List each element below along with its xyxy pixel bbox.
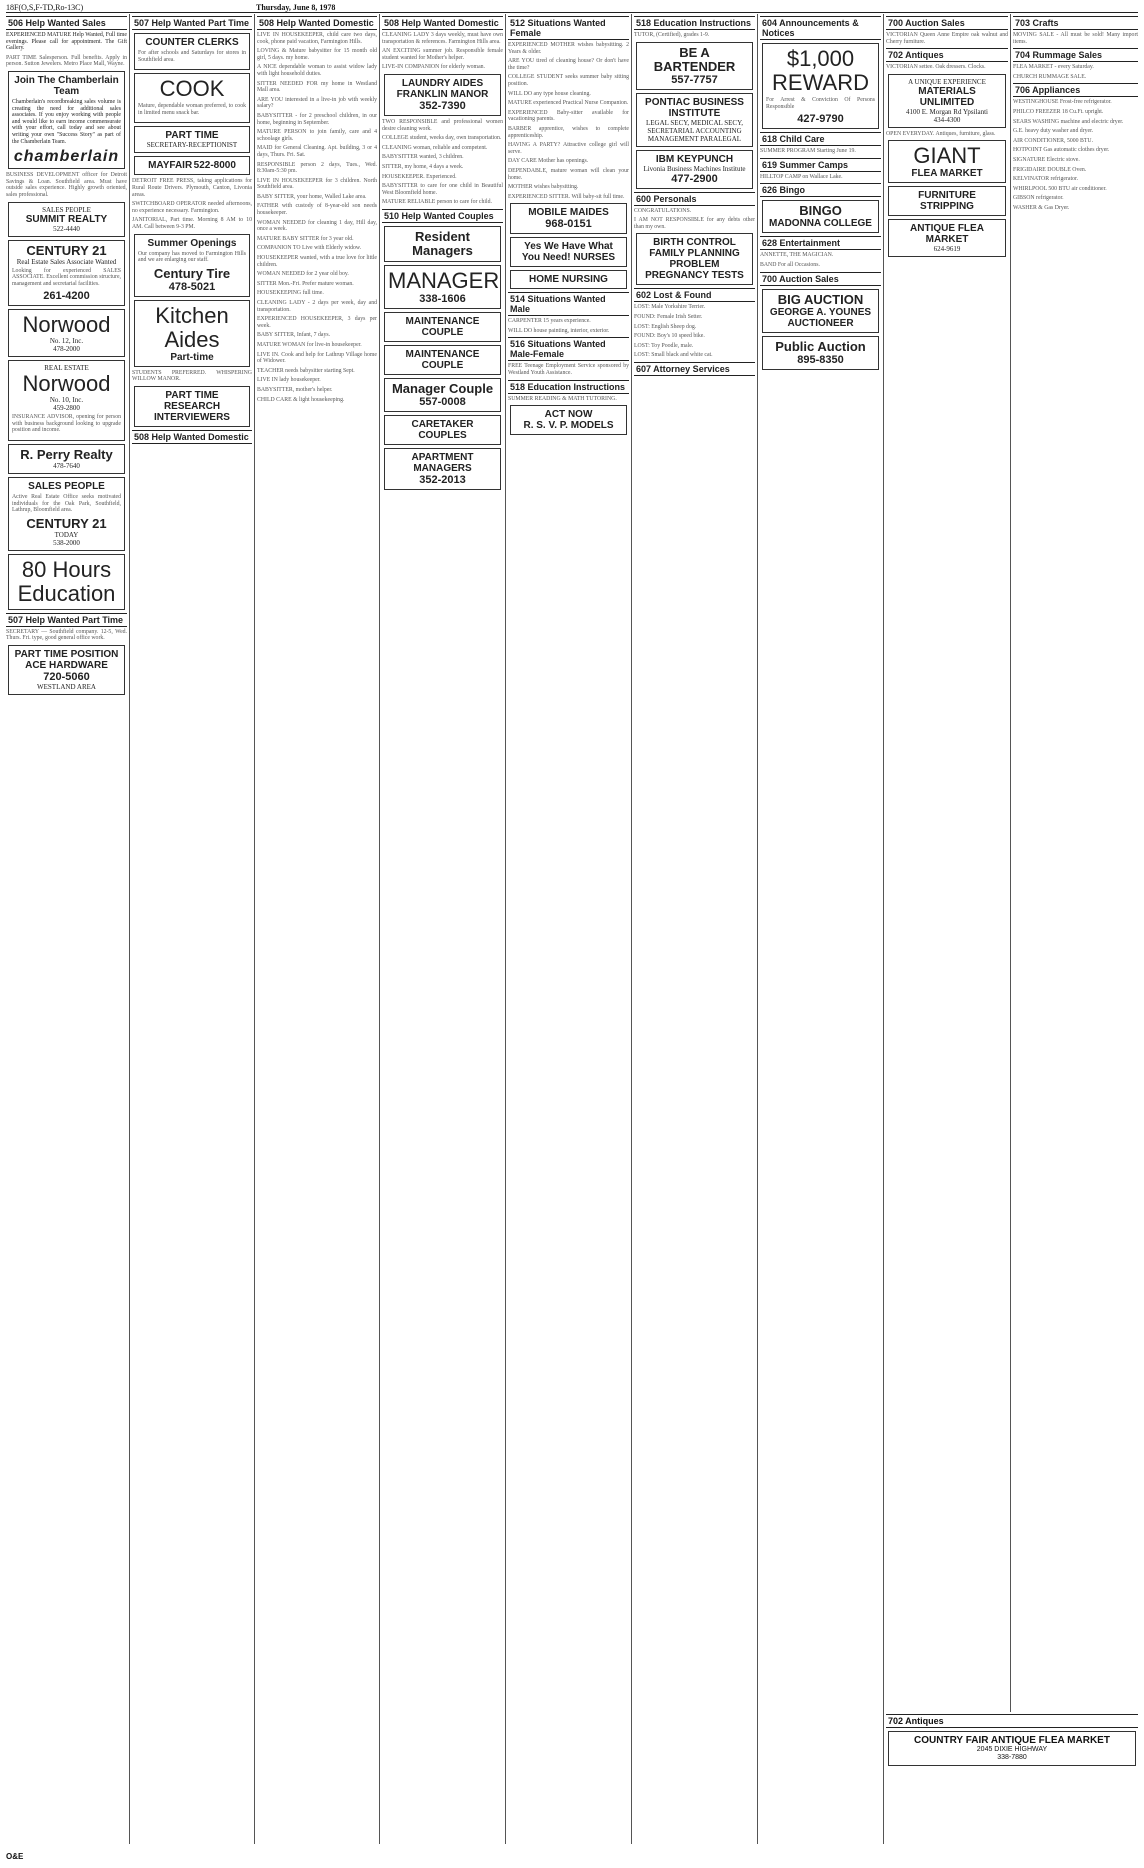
column-7: 604 Announcements & Notices $1,000 REWARD For Arrest & Conviction Of Persons Responsible 427-9790 618 Child Care SUMMER PROGRAM Starting June 19. 619 Summer Camps HILLTOP CAMP on Wallace Lake. 626 Bingo BINGO MADONNA COLLEGE 628 Entertainment ANNETTE, THE MAGICIAN. BAND For all Occasions. 700 Auction Sales BIG AUCTION GEORGE A. YOUNES AUCTIONEER Public Auction 895-8350	[760, 14, 881, 1844]
section-header: 518 Education Instructions	[634, 16, 755, 30]
section-header: 607 Attorney Services	[634, 362, 755, 376]
section-header: 507 Help Wanted Part Time	[6, 613, 127, 627]
perry-phone: 478-7640	[53, 462, 80, 471]
column-divider	[631, 14, 632, 1844]
section-header: 626 Bingo	[760, 183, 881, 197]
column-divider	[379, 14, 380, 1844]
page-date: Thursday, June 8, 1978	[256, 3, 336, 12]
public-auction-ad: Public Auction 895-8350	[762, 336, 879, 370]
classified-ad: PART TIME Salesperson. Full benefits. Apply in person. Sutton Jewelers. Metro Place Mall, Wayne.	[6, 54, 127, 68]
column-9: 703 Crafts MOVING SALE - All must be sold! Many import items. 704 Rummage Sales FLEA MARKET - every Saturday. CHURCH RUMMAGE SALE. 706 Appliances WESTINGHOUSE Frost-free refrigerator. PHILCO FREEZER 18 Cu.Ft. upright. SEARS WASHING machine and electric dryer. G.E. heavy duty washer and dryer. AIR CONDITIONER, 5000 BTU. HOTPOINT Gas automatic clothes dryer. SIGNATURE Electric stove. FRIGIDAIRE DOUBLE Oven. KELVINATOR refrigerator. WHIRLPOOL 500 BTU air conditioner. GIBSON refrigerator. WASHER & Gas Dryer.	[1013, 18, 1138, 211]
sales-people-ad: SALES PEOPLE Active Real Estate Office seeks motivated individuals for the Oak Park, Southfield, Lathrup, Bloomfield area. CENTURY 21 TODAY 538-2000	[8, 477, 125, 551]
norwood-title: Norwood	[22, 312, 111, 338]
column-8: 700 Auction Sales VICTORIAN Queen Anne Empire oak walnut and Cherry furniture. 702 Antiques VICTORIAN settee. Oak dressers. Clocks. A UNIQUE EXPERIENCE MATERIALS UNLIMITED 4100 E. Morgan Rd Ypsilanti 434-4300 OPEN EVERYDAY. Antiques, furniture, glass. GIANT FLEA MARKET FURNITURE STRIPPING ANTIQUE FLEA MARKET 624-9619	[886, 14, 1008, 1844]
perry-ad	[8, 444, 125, 474]
section-header: 702 Antiques	[886, 48, 1008, 62]
giant-ad: GIANT FLEA MARKET	[888, 140, 1006, 183]
counter-ad: COUNTER CLERKS For after schools and Saturdays for stores in Southfield area.	[134, 33, 250, 70]
education-ad: 80 Hours Education	[8, 554, 125, 610]
column-divider	[757, 14, 758, 1844]
kitchen-ad: Kitchen Aides Part-time	[134, 300, 250, 367]
norwood-sub: No. 10, Inc.	[49, 396, 84, 405]
section-header: 508 Help Wanted Domestic	[132, 430, 252, 444]
nurses-ad: Yes We Have What You Need! NURSES	[510, 237, 627, 267]
column-divider	[505, 14, 506, 1844]
section-header: 600 Personals	[634, 192, 755, 206]
century-body: Real Estate Sales Associate Wanted	[16, 257, 117, 266]
section-header: 604 Announcements & Notices	[760, 16, 881, 40]
summit-phone: 522-4440	[53, 224, 80, 233]
home-nursing-ad: HOME NURSING	[510, 270, 627, 289]
pontiac-ad: PONTIAC BUSINESS INSTITUTE LEGAL SECY, MEDICAL SECY, SECRETARIAL ACCOUNTING MANAGEMENT PARALEGAL	[636, 93, 753, 147]
section-header: 507 Help Wanted Part Time	[132, 16, 252, 30]
apartment-ad: APARTMENT MANAGERS 352-2013	[384, 448, 501, 490]
big-auction-ad: BIG AUCTION GEORGE A. YOUNES AUCTIONEER	[762, 289, 879, 333]
top-rule	[6, 12, 1138, 13]
section-header: 700 Auction Sales	[886, 16, 1008, 30]
section-header: 516 Situations Wanted Male-Female	[508, 337, 629, 361]
column-divider	[883, 14, 884, 1844]
norwood-ad	[8, 309, 125, 357]
mobile-maides-ad: MOBILE MAIDES 968-0151	[510, 203, 627, 234]
manager-couple-ad: Manager Couple 557-0008	[384, 378, 501, 412]
resident-ad: Resident Managers	[384, 226, 501, 262]
norwood-sub: No. 12, Inc.	[49, 337, 84, 346]
column-divider	[254, 14, 255, 1844]
section-header: 512 Situations Wanted Female	[508, 16, 629, 40]
century-title: CENTURY 21	[26, 242, 107, 258]
country-fair-ad: COUNTRY FAIR ANTIQUE FLEA MARKET 2045 DIXIE HIGHWAY 338-7880	[888, 1731, 1136, 1766]
perry-title: R. Perry Realty	[20, 447, 113, 463]
classified-ad: EXPERIENCED MATURE Help Wanted, Full time evenings. Please call for appointment. The Gift Gallery.	[6, 32, 127, 52]
ad-body: Chamberlain's recordbreaking sales volume is creating the need for additional sales associates. If you enjoy working with people and would like to earn income commensurate with your effort, call today and see about writing your own "Success Story" as part of the Chamberlain Team.	[12, 98, 121, 145]
column-divider	[1010, 14, 1011, 1844]
mayfair-ad: MAYFAIR 522-8000	[134, 156, 250, 175]
ad-title: Join The Chamberlain Team	[14, 74, 119, 97]
page-footer: O&E	[6, 1852, 24, 1861]
section-header: 619 Summer Camps	[760, 158, 881, 172]
antique-flea-ad: ANTIQUE FLEA MARKET 624-9619	[888, 219, 1006, 257]
ace-ad: PART TIME POSITION ACE HARDWARE 720-5060 WESTLAND AREA	[8, 645, 125, 695]
norwood-phone: 459-2800	[53, 404, 80, 413]
section-header: 618 Child Care	[760, 132, 881, 146]
norwood-phone: 478-2000	[53, 345, 80, 354]
summer-ad: Summer Openings Our company has moved to Farmington Hills and we are enlarging our staff. Century Tire 478-5021	[134, 234, 250, 297]
summit-title: SUMMIT REALTY	[25, 213, 108, 225]
birth-control-ad: BIRTH CONTROL FAMILY PLANNING PROBLEM PREGNANCY TESTS	[636, 233, 753, 285]
interviewers-ad: PART TIME RESEARCH INTERVIEWERS	[134, 386, 250, 427]
maintenance-ad: MAINTENANCE COUPLE	[384, 312, 501, 342]
country-fair-panel	[886, 1712, 1138, 1844]
section-header: 510 Help Wanted Couples	[382, 209, 503, 223]
section-header: 508 Help Wanted Domestic	[382, 16, 503, 30]
column-1: 506 Help Wanted Sales EXPERIENCED MATURE Help Wanted, Full time evenings. Please call for appointment. The Gift Gallery. PART TIME Salesperson. Full benefits. Apply in person. Sutton Jewelers. Metro Place Mall, Wayne. Join The Chamberlain Team Chamberlain's recordbreaking sales volume is creating the need for additional sales associates. If you enjoy working with people and would like to earn income commensurate with your effort, call today and see about writing your own "Success Story" as part of the Chamberlain Team. chamberlain BUSINESS DEVELOPMENT officer for Detroit Savings & Loan. Southfield area. Must have outside sales experience. Highly growth oriented, sales professional. SALES PEOPLE SUMMIT REALTY 522-4440 CENTURY 21 Real Estate Sales Associate Wanted Looking for experienced SALES ASSOCIATE. Excellent commission structure, management and secretarial facilities. 261-4200 Norwood No. 12, Inc. 478-2000 REAL ESTATE Norwood No. 10, Inc. 459-2800 INSURANCE ADVISOR, opening for person with business background looking to upgrade position and income. R. Perry Realty 478-7640 SALES PEOPLE Active Real Estate Office seeks motivated individuals for the Oak Park, Southfield, Lathrup, Bloomfield area. CENTURY 21 TODAY 538-2000 80 Hours Education 507 Help Wanted Part Time SECRETARY — Southfield company. 12-5, Wed. Thurs. Fri. type, good general office work. PART TIME POSITION ACE HARDWARE 720-5060 WESTLAND AREA	[6, 14, 127, 1844]
section-header: 706 Appliances	[1013, 83, 1138, 97]
column-6: 518 Education Instructions TUTOR, (Certified), grades 1-9. BE A BARTENDER 557-7757 PONTIAC BUSINESS INSTITUTE LEGAL SECY, MEDICAL SECY, SECRETARIAL ACCOUNTING MANAGEMENT PARALEGAL IBM KEYPUNCH Livonia Business Machines Institute 477-2900 600 Personals CONGRATULATIONS. I AM NOT RESPONSIBLE for any debts other than my own. BIRTH CONTROL FAMILY PLANNING PROBLEM PREGNANCY TESTS 602 Lost & Found LOST: Male Yorkshire Terrier. FOUND: Female Irish Setter. LOST: English Sheep dog. FOUND: Boy's 10 speed bike. LOST: Toy Poodle, male. LOST: Small black and white cat. 607 Attorney Services	[634, 18, 755, 374]
section-header: 704 Rummage Sales	[1013, 48, 1138, 62]
manager-ad: MANAGER 338-1606	[384, 265, 501, 309]
maintenance-ad-2: MAINTENANCE COUPLE	[384, 345, 501, 375]
laundry-ad: LAUNDRY AIDES FRANKLIN MANOR 352-7390	[384, 74, 501, 116]
section-header: 703 Crafts	[1013, 16, 1138, 30]
section-header: 700 Auction Sales	[760, 272, 881, 286]
secretary-ad: PART TIME SECRETARY-RECEPTIONIST	[134, 126, 250, 153]
section-header: 518 Education Instructions	[508, 380, 629, 394]
materials-ad: A UNIQUE EXPERIENCE MATERIALS UNLIMITED 4100 E. Morgan Rd Ypsilanti 434-4300	[888, 74, 1006, 128]
norwood-ad-2: REAL ESTATE Norwood No. 10, Inc. 459-2800 INSURANCE ADVISOR, opening for person with business background looking to upgrade position and income.	[8, 360, 125, 441]
section-header: 702 Antiques	[886, 1714, 1138, 1728]
classified-ad: BUSINESS DEVELOPMENT officer for Detroit Savings & Loan. Southfield area. Must have outside sales experience. Highly growth oriented, sales professional.	[6, 172, 127, 198]
summit-ad: SALES PEOPLE SUMMIT REALTY 522-4440	[8, 202, 125, 237]
column-3: 508 Help Wanted Domestic LIVE IN HOUSEKEEPER, child care two days, cook, phone paid vacation, Farmington Hills. LOVING & Mature babysitter for 15 month old girl, 5 days. my home. A NICE dependable woman to assist widow lady with light household duties. SITTER NEEDED FOR my home in Westland Mall area. ARE YOU interested in a live-in job with weekly salary? BABYSITTER - for 2 preschool children, in our home, beginning in September. MATURE PERSON to join family, care and 4 schoolage girls. MAID for General Cleaning. Apt. building, 3 or 4 days, Thurs. Fri. Sat. RESPONSIBLE person 2 days, Tues., Wed. 8:30am-5:30 pm. LIVE IN HOUSEKEEPER for 3 children. North Southfield area. BABY SITTER, your home, Walled Lake area. FATHER with custody of 8-year-old son needs housekeeper. WOMAN NEEDED for cleaning 1 day, Hill day, once a week. MATURE BABY SITTER for 3 year old. COMPANION TO Live with Elderly widow. HOUSEKEEPER wanted, with a true love for little children. WOMAN NEEDED for 2 year old boy. SITTER Mon.-Fri. Prefer mature woman. HOUSEKEEPING full time. CLEANING LADY - 2 days per week, day and transportation. EXPERIENCED HOUSEKEEPER, 3 days per week. BABY SITTER, Infant, 7 days. MATURE WOMAN for live-in housekeeper. LIVE IN. Cook and help for Lathrup Village home of Widower. TEACHER needs babysitter starting Sept. LIVE IN lady housekeeper. BABYSITTER, mother's helper. CHILD CARE & light housekeeping.	[257, 18, 377, 403]
section-header: 602 Lost & Found	[634, 288, 755, 302]
century-phone: 261-4200	[43, 290, 90, 303]
chamberlain-logo: chamberlain	[13, 148, 120, 166]
bartender-ad: BE A BARTENDER 557-7757	[636, 42, 753, 90]
page-code: 18F(O,S,F-TD,Ro-13C)	[6, 3, 84, 12]
caretaker-ad: CARETAKER COUPLES	[384, 415, 501, 445]
section-header: 508 Help Wanted Domestic	[257, 16, 377, 30]
act-now-ad: ACT NOW R. S. V. P. MODELS	[510, 405, 627, 435]
reward-ad: $1,000 REWARD For Arrest & Conviction Of Persons Responsible 427-9790	[762, 43, 879, 129]
section-header: 514 Situations Wanted Male	[508, 292, 629, 316]
furniture-ad: FURNITURE STRIPPING	[888, 186, 1006, 216]
cook-ad: COOK Mature, dependable woman preferred, to cook in limited menu snack bar.	[134, 73, 250, 123]
century-ad: CENTURY 21 Real Estate Sales Associate Wanted Looking for experienced SALES ASSOCIATE. Excellent commission structure, management and secretarial facilities. 261-4200	[8, 240, 125, 307]
section-header: 506 Help Wanted Sales	[6, 16, 127, 30]
bingo-ad: BINGO MADONNA COLLEGE	[762, 200, 879, 233]
chamberlain-ad	[8, 71, 125, 169]
ibm-ad: IBM KEYPUNCH Livonia Business Machines Institute 477-2900	[636, 150, 753, 189]
column-2: 507 Help Wanted Part Time COUNTER CLERKS For after schools and Saturdays for stores in Southfield area. COOK Mature, dependable woman preferred, to cook in limited menu snack bar. PART TIME SECRETARY-RECEPTIONIST MAYFAIR 522-8000 DETROIT FREE PRESS, taking applications for Rural Route Drivers. Plymouth, Canton, Livonia areas. SWITCHBOARD OPERATOR needed afternoons, no experience necessary. Farmington. JANITORIAL, Part time. Morning 8 AM to 10 AM. Call between 9-3 PM. Summer Openings Our company has moved to Farmington Hills and we are enlarging our staff. Century Tire 478-5021 Kitchen Aides Part-time STUDENTS PREFERRED. WHISPERING WILLOW MANOR. PART TIME RESEARCH INTERVIEWERS 508 Help Wanted Domestic	[132, 18, 252, 442]
section-header: 628 Entertainment	[760, 236, 881, 250]
column-5: 512 Situations Wanted Female EXPERIENCED MOTHER wishes babysitting. 2 Years & older. ARE YOU tired of cleaning house? Or don't have the time? COLLEGE STUDENT seeks summer baby sitting position. WILL DO any type house cleaning. MATURE experienced Practical Nurse Companion. EXPERIENCED Baby-sitter available for vacationing parents. BARBER apprentice, wishes to complete apprenticeship. HAVING A PARTY? Attractive college girl will serve. DAY CARE Mother has openings. DEPENDABLE, mature woman will clean your home. MOTHER wishes babysitting. EXPERIENCED SITTER. Will baby-sit full time. MOBILE MAIDES 968-0151 Yes We Have What You Need! NURSES HOME NURSING 514 Situations Wanted Male CARPENTER 15 years experience. WILL DO house painting, interior, exterior. 516 Situations Wanted Male-Female FREE Teenage Employment Service sponsored by Westland Youth Assistance. 518 Education Instructions SUMMER READING & MATH TUTORING. ACT NOW R. S. V. P. MODELS	[508, 14, 629, 1844]
norwood-title: Norwood	[22, 371, 111, 397]
column-4: 508 Help Wanted Domestic CLEANING LADY 3 days weekly, must have own transportation & references. Farmington Hills area. AN EXCITING summer job. Responsible female student wanted for Mother's helper. LIVE-IN COMPANION for elderly woman. LAUNDRY AIDES FRANKLIN MANOR 352-7390 TWO RESPONSIBLE and professional women desire cleaning work. COLLEGE student, weeks day, own transportation. CLEANING woman, reliable and competent. BABYSITTER wanted, 3 children. SITTER, my home, 4 days a week. HOUSEKEEPER. Experienced. BABYSITTER to care for one child in Beautiful West Bloomfield home. MATURE RELIABLE person to care for child. 510 Help Wanted Couples Resident Managers MANAGER 338-1606 MAINTENANCE COUPLE MAINTENANCE COUPLE Manager Couple 557-0008 CARETAKER COUPLES APARTMENT MANAGERS 352-2013	[382, 14, 503, 1844]
column-divider	[129, 14, 130, 1844]
